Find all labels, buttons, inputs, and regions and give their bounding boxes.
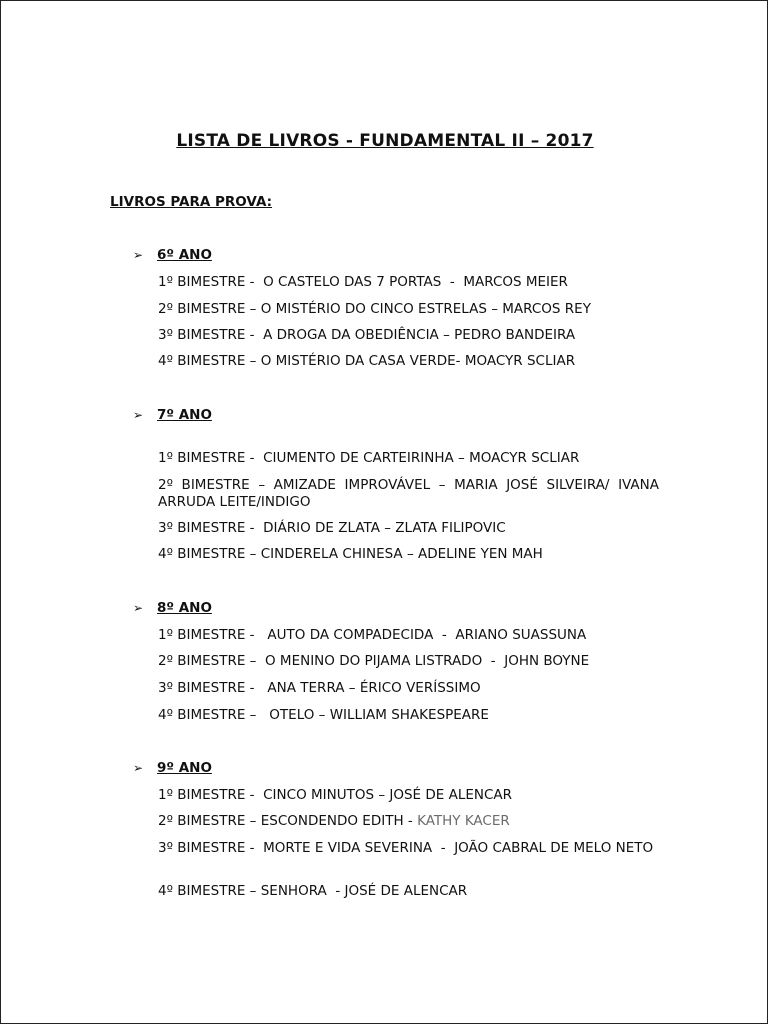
list-item: 3º BIMESTRE - ANA TERRA – ÉRICO VERÍSSIMO xyxy=(158,680,481,696)
year-heading-7 xyxy=(133,407,212,423)
list-item: 2º BIMESTRE – O MENINO DO PIJAMA LISTRADO - JOHN BOYNE xyxy=(158,653,590,669)
year-heading-9 xyxy=(133,760,212,776)
list-item: 2º BIMESTRE – AMIZADE IMPROVÁVEL – MARIA JOSÉ SILVEIRA/ IVANA ARRUDA LEITE/INDIGO xyxy=(158,477,664,510)
year-label: 6º ANO xyxy=(157,247,212,263)
list-item: 1º BIMESTRE - CINCO MINUTOS – JOSÉ DE ALENCAR xyxy=(158,787,513,803)
list-item-text: 2º BIMESTRE – ESCONDENDO EDITH - xyxy=(158,813,418,829)
list-item: 3º BIMESTRE - DIÁRIO DE ZLATA – ZLATA FILIPOVIC xyxy=(158,520,506,536)
year-label: 8º ANO xyxy=(157,600,212,616)
section-heading: LIVROS PARA PROVA: xyxy=(110,194,273,210)
arrow-bullet-icon: ➢ xyxy=(133,601,144,615)
list-item xyxy=(158,813,659,830)
list-item: 3º BIMESTRE - A DROGA DA OBEDIÊNCIA – PEDRO BANDEIRA xyxy=(158,327,576,343)
year-label: 9º ANO xyxy=(157,760,212,776)
year-heading-6 xyxy=(133,247,212,263)
arrow-bullet-icon: ➢ xyxy=(133,761,144,775)
arrow-bullet-icon: ➢ xyxy=(133,248,144,262)
list-item: 3º BIMESTRE - MORTE E VIDA SEVERINA - JOÃO CABRAL DE MELO NETO xyxy=(158,840,654,856)
list-item: 2º BIMESTRE – O MISTÉRIO DO CINCO ESTRELAS – MARCOS REY xyxy=(158,301,591,317)
list-item: 1º BIMESTRE - O CASTELO DAS 7 PORTAS - MARCOS MEIER xyxy=(158,274,568,290)
list-item: 1º BIMESTRE - AUTO DA COMPADECIDA - ARIANO SUASSUNA xyxy=(158,627,587,643)
list-item: 4º BIMESTRE – CINDERELA CHINESA – ADELINE YEN MAH xyxy=(158,546,543,562)
year-heading-8 xyxy=(133,600,212,616)
list-item: 4º BIMESTRE – SENHORA - JOSÉ DE ALENCAR xyxy=(158,883,468,899)
page-title: LISTA DE LIVROS - FUNDAMENTAL II – 2017 xyxy=(176,131,594,151)
author-name: KATHY KACER xyxy=(417,813,510,829)
arrow-bullet-icon: ➢ xyxy=(133,408,144,422)
year-label: 7º ANO xyxy=(157,407,212,423)
list-item: 1º BIMESTRE - CIUMENTO DE CARTEIRINHA – MOACYR SCLIAR xyxy=(158,450,580,466)
list-item: 4º BIMESTRE – O MISTÉRIO DA CASA VERDE- MOACYR SCLIAR xyxy=(158,353,576,369)
list-item: 4º BIMESTRE – OTELO – WILLIAM SHAKESPEARE xyxy=(158,707,489,723)
